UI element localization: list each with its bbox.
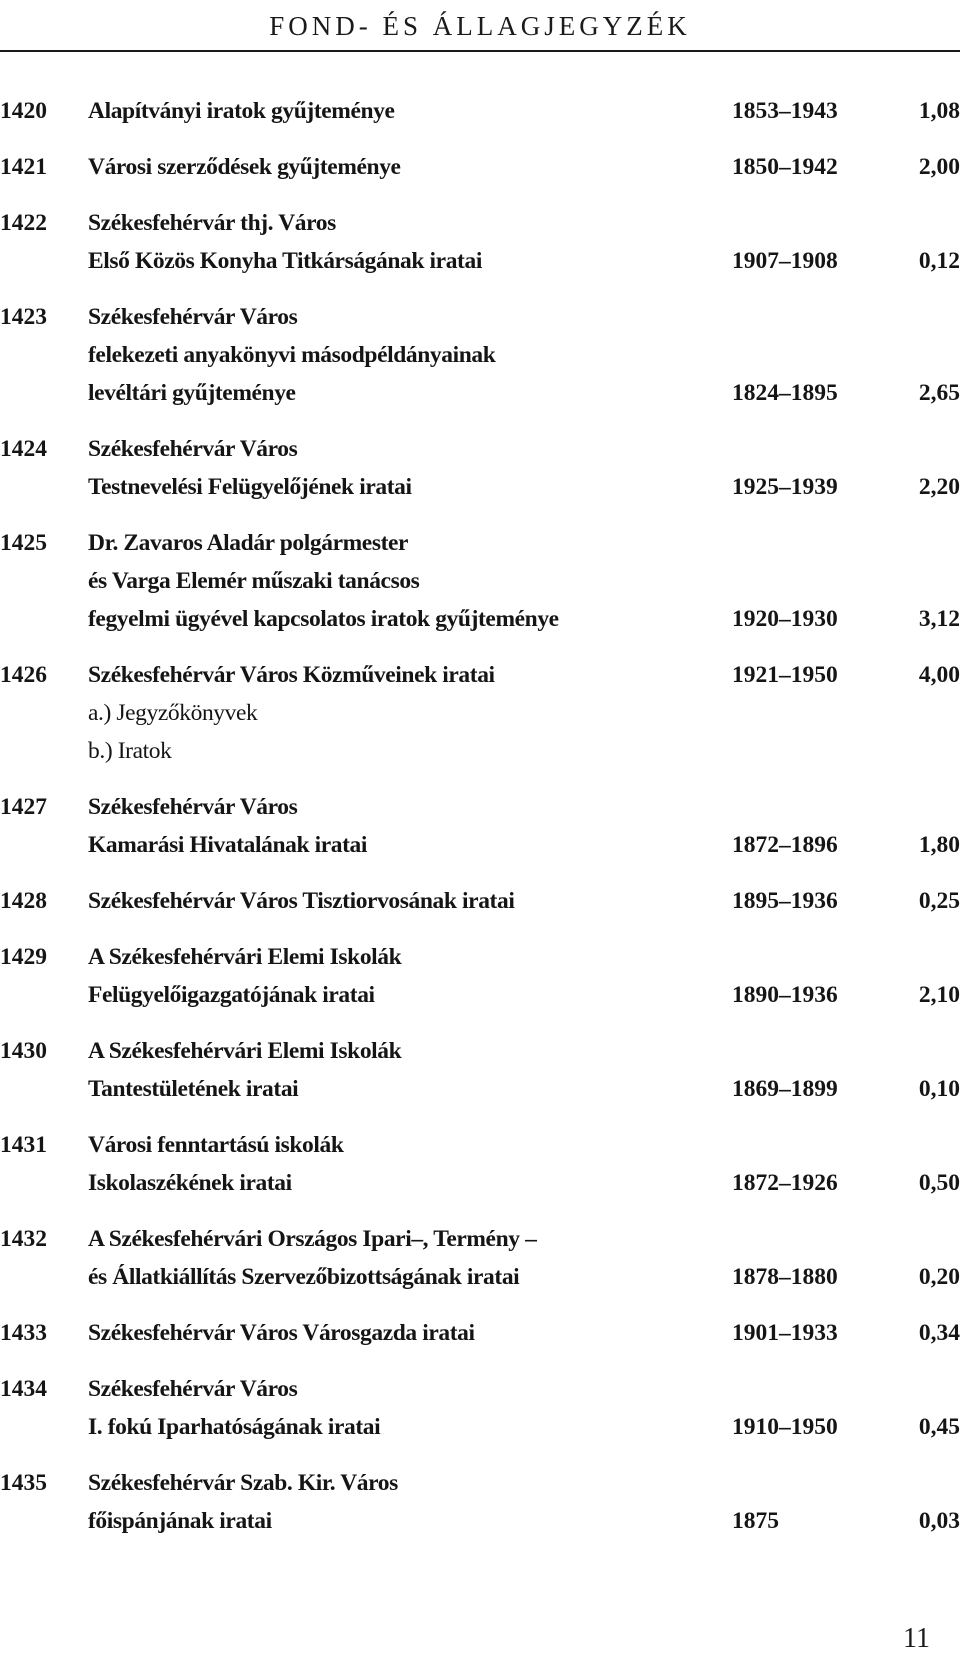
fond-title-text: fegyelmi ügyével kapcsolatos iratok gyűjteménye bbox=[88, 606, 559, 632]
fond-amount: 0,12 bbox=[918, 248, 960, 274]
fond-entry bbox=[0, 430, 960, 506]
fond-title-line bbox=[88, 1314, 960, 1352]
fond-title-text: Tantestületének iratai bbox=[88, 1076, 299, 1102]
fond-title-text: főispánjának iratai bbox=[88, 1508, 272, 1534]
fond-subseries-text: a.) Jegyzőkönyvek bbox=[88, 700, 258, 726]
fond-title-text: Székesfehérvár Város bbox=[88, 794, 298, 820]
fond-title-text: Iskolaszékének iratai bbox=[88, 1170, 292, 1196]
fond-amount: 0,34 bbox=[918, 1320, 960, 1346]
fond-title-line bbox=[88, 1408, 960, 1446]
fond-title-line bbox=[88, 1126, 960, 1164]
header-rule bbox=[0, 50, 960, 52]
fond-title-line bbox=[88, 882, 960, 920]
fond-title-text: Felügyelőigazgatójának iratai bbox=[88, 982, 375, 1008]
fond-entry bbox=[0, 882, 960, 920]
fond-title-text: Városi fenntartású iskolák bbox=[88, 1132, 344, 1158]
fond-title-line bbox=[88, 204, 960, 242]
fond-title-line bbox=[88, 562, 960, 600]
fond-years: 1907–1908 bbox=[732, 248, 838, 274]
fond-body bbox=[88, 524, 960, 638]
fond-body bbox=[88, 1314, 960, 1352]
fond-title-line bbox=[88, 468, 960, 506]
fond-years: 1850–1942 bbox=[732, 154, 838, 180]
fond-title-text: I. fokú Iparhatóságának iratai bbox=[88, 1414, 381, 1440]
fond-title-line bbox=[88, 298, 960, 336]
fond-title-text: Székesfehérvár Város bbox=[88, 304, 298, 330]
fond-amount: 0,45 bbox=[918, 1414, 960, 1440]
fond-years: 1920–1930 bbox=[732, 606, 838, 632]
fond-title-text: Székesfehérvár Szab. Kir. Város bbox=[88, 1470, 398, 1496]
fond-number: 1427 bbox=[0, 794, 47, 820]
fond-title-line bbox=[88, 524, 960, 562]
fond-years: 1901–1933 bbox=[732, 1320, 838, 1346]
fond-number: 1426 bbox=[0, 662, 47, 688]
fond-subseries-line bbox=[88, 694, 960, 732]
fond-entry bbox=[0, 92, 960, 130]
fond-entry bbox=[0, 148, 960, 186]
fond-title-line bbox=[88, 1032, 960, 1070]
fond-amount: 1,08 bbox=[918, 98, 960, 124]
fond-title-line bbox=[88, 788, 960, 826]
fond-title-text: felekezeti anyakönyvi másodpéldányainak bbox=[88, 342, 496, 368]
fond-amount: 0,03 bbox=[918, 1508, 960, 1534]
fond-title-text: Székesfehérvár Város Városgazda iratai bbox=[88, 1320, 475, 1346]
fond-amount: 0,10 bbox=[918, 1076, 960, 1102]
fond-title-line bbox=[88, 1370, 960, 1408]
fond-list bbox=[0, 92, 960, 1558]
fond-title-line bbox=[88, 242, 960, 280]
fond-title-text: A Székesfehérvári Országos Ipari–, Termény – bbox=[88, 1226, 537, 1252]
fond-entry bbox=[0, 1126, 960, 1202]
fond-entry bbox=[0, 298, 960, 412]
fond-number: 1428 bbox=[0, 888, 47, 914]
fond-title-line bbox=[88, 656, 960, 694]
fond-title-text: levéltári gyűjteménye bbox=[88, 380, 296, 406]
fond-amount: 1,80 bbox=[918, 832, 960, 858]
fond-years: 1890–1936 bbox=[732, 982, 838, 1008]
fond-years: 1875 bbox=[732, 1508, 779, 1534]
fond-title-text: A Székesfehérvári Elemi Iskolák bbox=[88, 944, 402, 970]
fond-body bbox=[88, 1032, 960, 1108]
fond-years: 1895–1936 bbox=[732, 888, 838, 914]
fond-title-text: Városi szerződések gyűjteménye bbox=[88, 154, 401, 180]
fond-years: 1910–1950 bbox=[732, 1414, 838, 1440]
fond-number: 1422 bbox=[0, 210, 47, 236]
fond-title-line bbox=[88, 938, 960, 976]
fond-body bbox=[88, 1126, 960, 1202]
fond-title-line bbox=[88, 976, 960, 1014]
fond-years: 1872–1926 bbox=[732, 1170, 838, 1196]
fond-number: 1421 bbox=[0, 154, 47, 180]
page-number: 11 bbox=[903, 1623, 930, 1654]
fond-number: 1430 bbox=[0, 1038, 47, 1064]
fond-title-line bbox=[88, 1502, 960, 1540]
fond-number: 1425 bbox=[0, 530, 47, 556]
fond-years: 1824–1895 bbox=[732, 380, 838, 406]
page-header: FOND- ÉS ÁLLAGJEGYZÉK bbox=[269, 11, 691, 41]
fond-years: 1921–1950 bbox=[732, 662, 838, 688]
fond-entry bbox=[0, 1032, 960, 1108]
fond-entry bbox=[0, 204, 960, 280]
fond-title-text: és Varga Elemér műszaki tanácsos bbox=[88, 568, 420, 594]
fond-subseries-text: b.) Iratok bbox=[88, 738, 172, 764]
fond-title-text: A Székesfehérvári Elemi Iskolák bbox=[88, 1038, 402, 1064]
fond-title-line bbox=[88, 1464, 960, 1502]
fond-body bbox=[88, 148, 960, 186]
fond-title-line bbox=[88, 374, 960, 412]
fond-title-text: Székesfehérvár Város bbox=[88, 436, 298, 462]
fond-amount: 4,00 bbox=[918, 662, 960, 688]
fond-number: 1433 bbox=[0, 1320, 47, 1346]
fond-body bbox=[88, 92, 960, 130]
fond-entry bbox=[0, 1314, 960, 1352]
fond-entry bbox=[0, 1220, 960, 1296]
fond-title-text: Kamarási Hivatalának iratai bbox=[88, 832, 368, 858]
fond-title-text: Székesfehérvár thj. Város bbox=[88, 210, 336, 236]
fond-title-line bbox=[88, 148, 960, 186]
fond-title-line bbox=[88, 826, 960, 864]
fond-body bbox=[88, 788, 960, 864]
fond-amount: 0,50 bbox=[918, 1170, 960, 1196]
fond-title-line bbox=[88, 1070, 960, 1108]
fond-title-line bbox=[88, 1220, 960, 1258]
fond-title-text: Székesfehérvár Város bbox=[88, 1376, 298, 1402]
fond-body bbox=[88, 1370, 960, 1446]
fond-title-text: Székesfehérvár Város Közműveinek iratai bbox=[88, 662, 495, 688]
fond-amount: 3,12 bbox=[918, 606, 960, 632]
fond-amount: 2,10 bbox=[918, 982, 960, 1008]
fond-title-line bbox=[88, 1258, 960, 1296]
fond-number: 1435 bbox=[0, 1470, 47, 1496]
fond-years: 1925–1939 bbox=[732, 474, 838, 500]
fond-amount: 0,20 bbox=[918, 1264, 960, 1290]
fond-amount: 2,20 bbox=[918, 474, 960, 500]
fond-amount: 0,25 bbox=[918, 888, 960, 914]
fond-entry bbox=[0, 788, 960, 864]
fond-number: 1431 bbox=[0, 1132, 47, 1158]
fond-title-line bbox=[88, 92, 960, 130]
fond-title-text: Dr. Zavaros Aladár polgármester bbox=[88, 530, 409, 556]
fond-title-text: Első Közös Konyha Titkárságának iratai bbox=[88, 248, 482, 274]
fond-amount: 2,65 bbox=[918, 380, 960, 406]
fond-entry bbox=[0, 656, 960, 770]
fond-amount: 2,00 bbox=[918, 154, 960, 180]
fond-number: 1424 bbox=[0, 436, 47, 462]
fond-title-line bbox=[88, 600, 960, 638]
fond-subseries-line bbox=[88, 732, 960, 770]
fond-title-text: Alapítványi iratok gyűjteménye bbox=[88, 98, 395, 124]
fond-years: 1878–1880 bbox=[732, 1264, 838, 1290]
fond-number: 1420 bbox=[0, 98, 47, 124]
fond-body bbox=[88, 656, 960, 770]
fond-number: 1423 bbox=[0, 304, 47, 330]
fond-body bbox=[88, 204, 960, 280]
fond-body bbox=[88, 298, 960, 412]
fond-title-text: Székesfehérvár Város Tisztiorvosának iratai bbox=[88, 888, 515, 914]
fond-years: 1869–1899 bbox=[732, 1076, 838, 1102]
fond-years: 1872–1896 bbox=[732, 832, 838, 858]
fond-entry bbox=[0, 1464, 960, 1540]
fond-entry bbox=[0, 1370, 960, 1446]
fond-title-line bbox=[88, 336, 960, 374]
fond-number: 1429 bbox=[0, 944, 47, 970]
fond-title-text: és Állatkiállítás Szervezőbizottságának iratai bbox=[88, 1264, 520, 1290]
fond-title-text: Testnevelési Felügyelőjének iratai bbox=[88, 474, 412, 500]
fond-number: 1434 bbox=[0, 1376, 47, 1402]
fond-body bbox=[88, 1464, 960, 1540]
fond-body bbox=[88, 430, 960, 506]
fond-entry bbox=[0, 938, 960, 1014]
fond-number: 1432 bbox=[0, 1226, 47, 1252]
fond-years: 1853–1943 bbox=[732, 98, 838, 124]
fond-title-line bbox=[88, 1164, 960, 1202]
fond-body bbox=[88, 938, 960, 1014]
fond-title-line bbox=[88, 430, 960, 468]
fond-body bbox=[88, 1220, 960, 1296]
fond-entry bbox=[0, 524, 960, 638]
fond-body bbox=[88, 882, 960, 920]
